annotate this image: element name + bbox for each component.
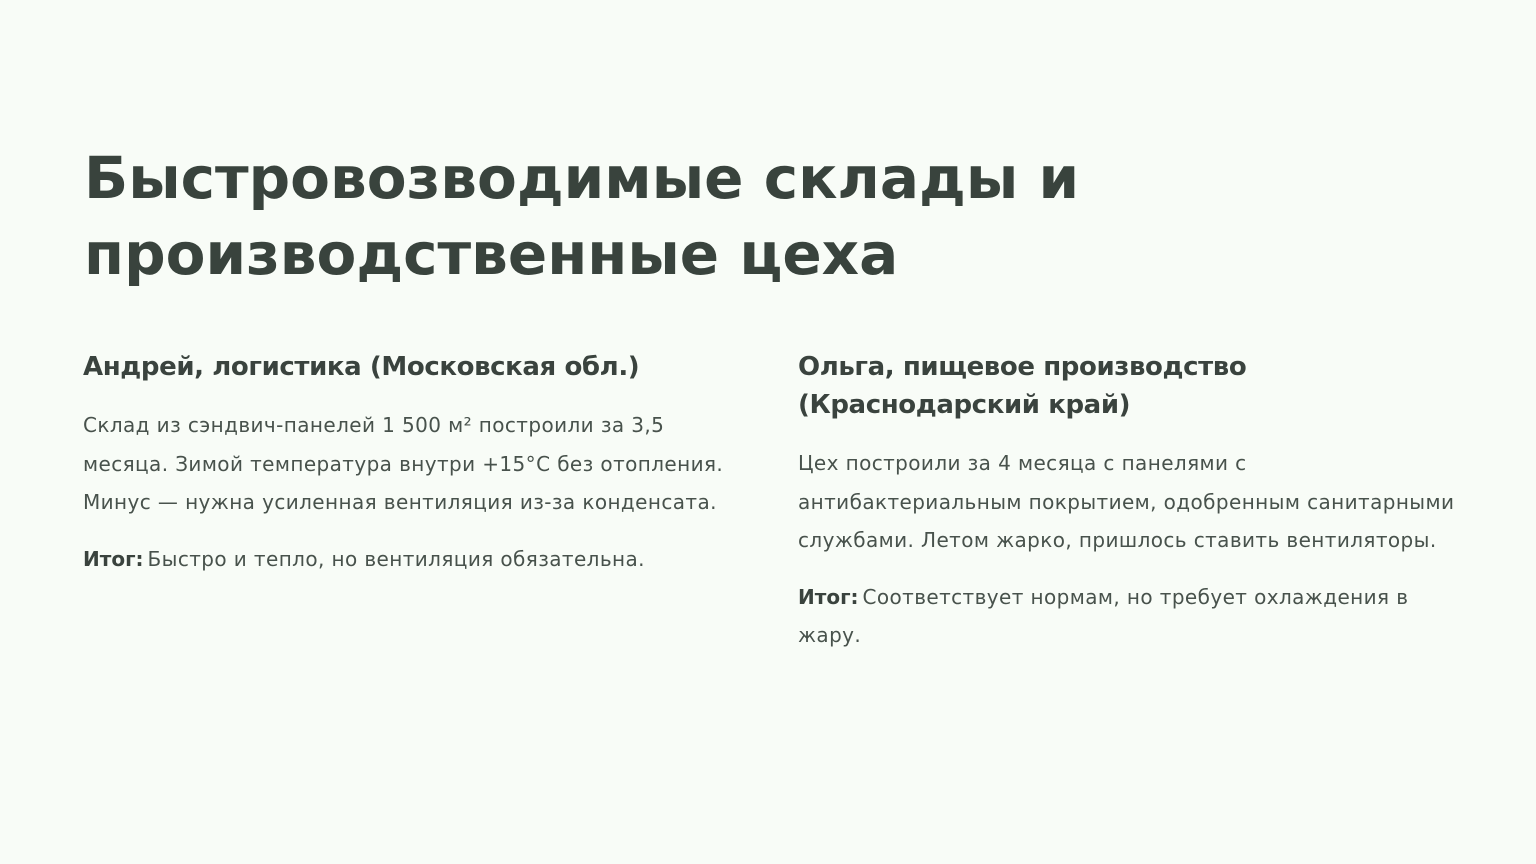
testimonial-result (798, 578, 1458, 655)
slide-title: Быстровозводимые склады и производственные цеха (84, 144, 1080, 288)
testimonial-body: Склад из сэндвич-панелей 1 500 м² построили за 3,5 месяца. Зимой температура внутри +15°C без отопления. Минус — нужна усиленная вентиляция из-за конденсата. (83, 413, 724, 514)
testimonial-body: Цех построили за 4 месяца с панелями с антибактериальным покрытием, одобренным санитарными службами. Летом жарко, пришлось ставить вентиляторы. (798, 451, 1455, 552)
testimonial-card-andrey (83, 348, 743, 578)
result-label: Итог: (83, 546, 144, 571)
result-text: Быстро и тепло, но вентиляция обязательна. (147, 546, 645, 571)
result-label: Итог: (798, 584, 859, 609)
result-text: Соответствует нормам, но требует охлаждения в жару. (798, 584, 1409, 647)
testimonial-result (83, 540, 743, 579)
testimonial-card-olga (798, 348, 1458, 655)
testimonial-heading: Ольга, пищевое производство (Краснодарский край) (798, 352, 1247, 420)
testimonial-heading: Андрей, логистика (Московская обл.) (83, 352, 640, 382)
